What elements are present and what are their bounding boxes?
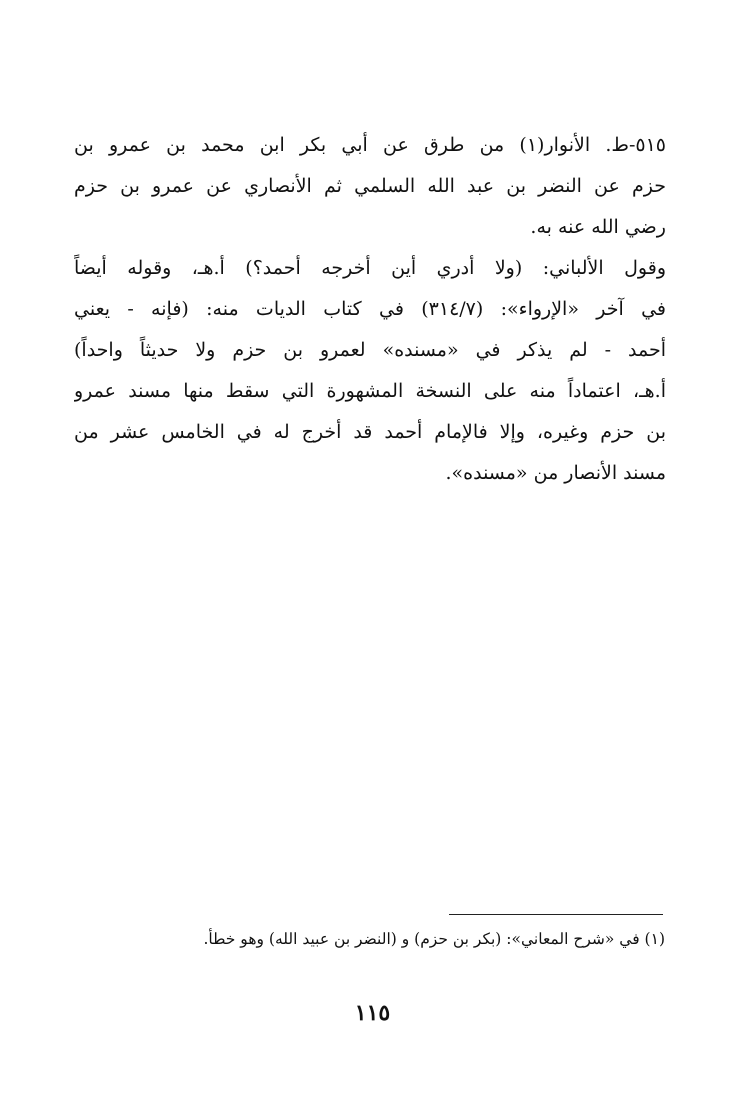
text-line-2: حزم عن النضر بن عبد الله السلمي ثم الأنصاري عن عمرو بن حزم bbox=[74, 175, 666, 197]
text-line-7: أ.هـ، اعتماداً منه على النسخة المشهورة التي سقط منها مسند عمرو bbox=[74, 380, 666, 402]
page-number: ١١٥ bbox=[354, 1000, 391, 1026]
main-text bbox=[74, 125, 666, 494]
text-line-9: مسند الأنصار من «مسنده». bbox=[445, 462, 666, 484]
footnote: (١) في «شرح المعاني»: (بكر بن حزم) و (النضر بن عبيد الله) وهو خطأ. bbox=[203, 930, 665, 948]
text-line-3: رضي الله عنه به. bbox=[530, 216, 666, 238]
text-line-6: أحمد - لم يذكر في «مسنده» لعمرو بن حزم ولا حديثاً واحداً) bbox=[74, 339, 666, 361]
text-line-4: وقول الألباني: (ولا أدري أين أخرجه أحمد؟) أ.هـ، وقوله أيضاً bbox=[74, 257, 666, 279]
text-line-1: ٥١٥-ط. الأنوار(١) من طرق عن أبي بكر ابن محمد بن عمرو بن bbox=[74, 134, 666, 156]
text-line-8: بن حزم وغيره، وإلا فالإمام أحمد قد أخرج له في الخامس عشر من bbox=[74, 421, 666, 443]
footnote-separator bbox=[449, 914, 663, 915]
text-line-5: في آخر «الإرواء»: (٣١٤/٧) في كتاب الديات منه: (فإنه - يعني bbox=[74, 298, 666, 320]
